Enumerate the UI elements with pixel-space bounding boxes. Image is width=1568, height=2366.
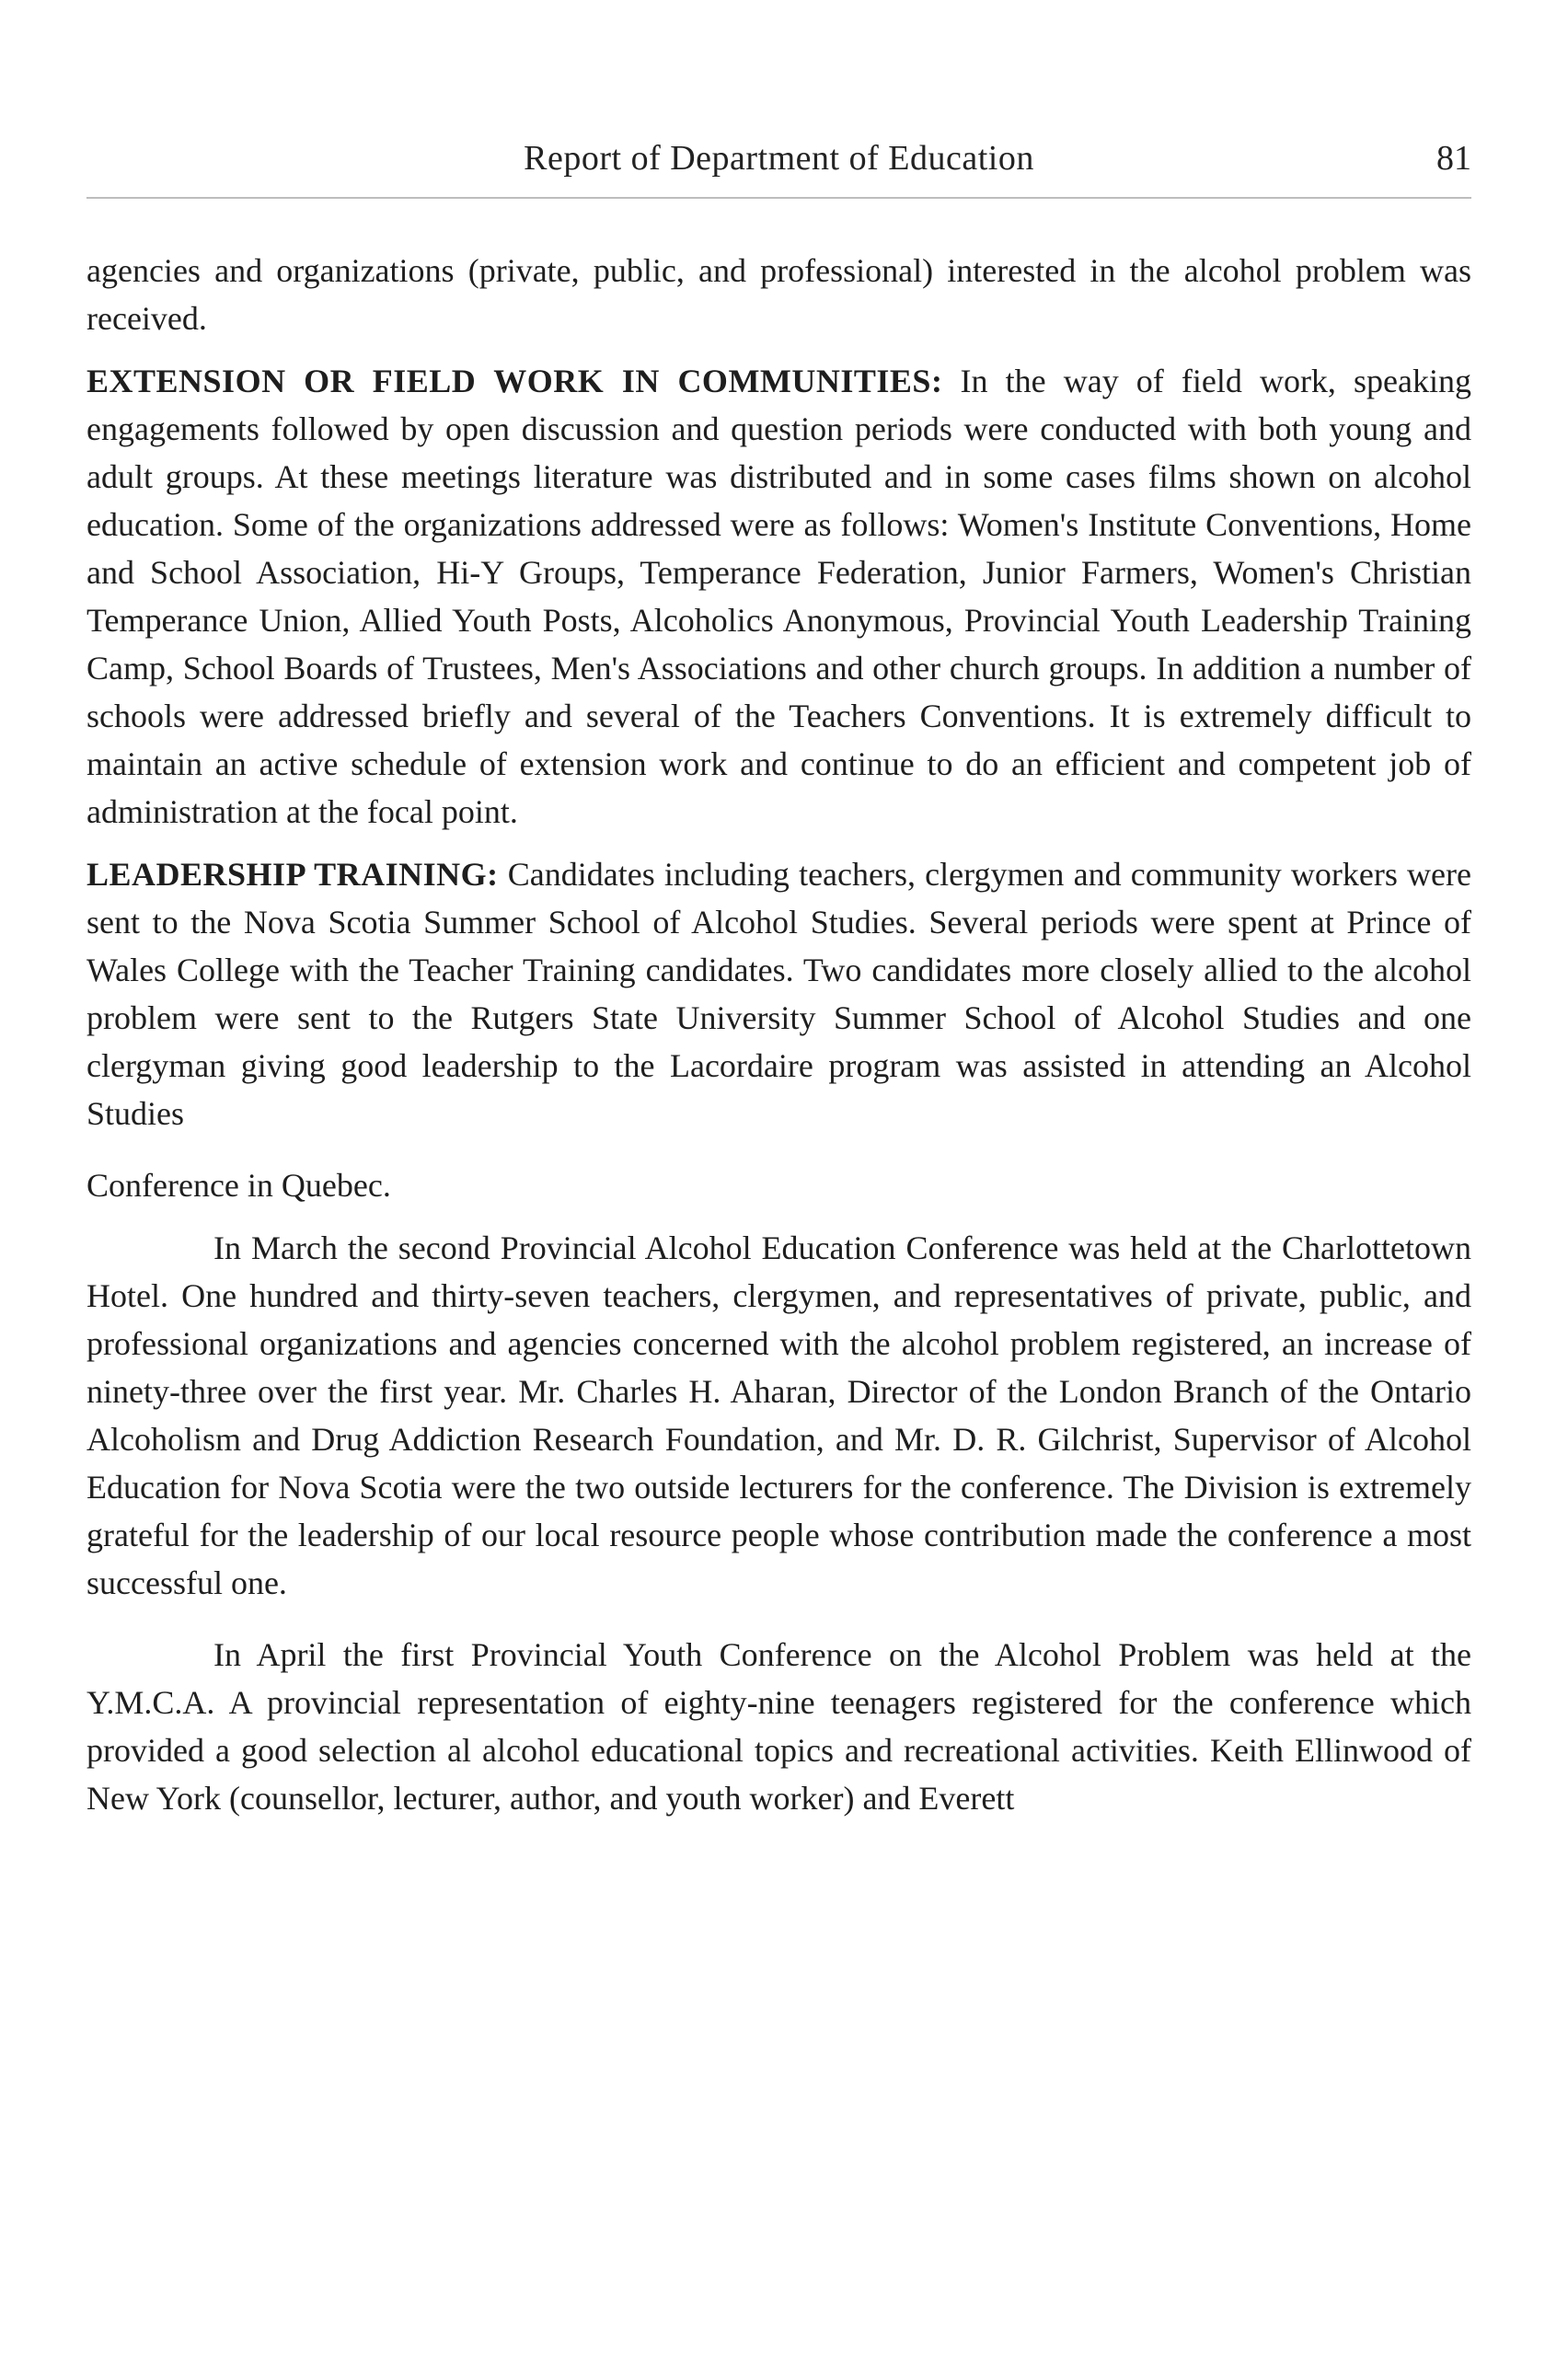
body-text (86, 247, 1471, 1837)
paragraph-text: agencies and organizations (private, public, and professional) interested in the alcohol problem was received. (86, 252, 1471, 337)
paragraph-text: Candidates including teachers, clergymen and community workers were sent to the Nova Scotia Summer School of Alcohol Studies. Several periods were spent at Prince of Wales College with the Teacher Training candidates. Two candidates more closely allied to the alcohol problem were sent to the Rutgers State University Summer School of Alcohol Studies and one clergyman giving good leadership to the Lacordaire program was assisted in attending an Alcohol Studies (86, 856, 1471, 1132)
paragraph-leadership-training (86, 850, 1471, 1137)
section-heading-leadership: LEADERSHIP TRAINING: (86, 856, 499, 893)
running-header (86, 138, 1471, 190)
paragraph-text: Conference in Quebec. (86, 1167, 391, 1204)
section-heading-extension: EXTENSION OR FIELD WORK IN COMMUNITIES: (86, 363, 943, 399)
paragraph-april-youth-conference (86, 1631, 1471, 1822)
paragraph-continued (86, 247, 1471, 342)
page-number: 81 (1436, 139, 1471, 178)
paragraph-conference-line (86, 1161, 1471, 1209)
paragraph-extension-work (86, 357, 1471, 836)
running-title: Report of Department of Education (524, 139, 1034, 178)
paragraph-march-conference (86, 1224, 1471, 1607)
paragraph-text: In the way of field work, speaking engagements followed by open discussion and question periods were conducted with both young and adult groups. At these meetings literature was distributed and in some cases films shown on alcohol education. Some of the organizations addressed were as follows: Women's Institute Conventions, Home and School Association, Hi-Y Groups, Temperance Federation, Junior Farmers, Women's Christian Temperance Union, Allied Youth Posts, Alcoholics Anonymous, Provincial Youth Leadership Training Camp, School Boards of Trustees, Men's Associations and other church groups. In addition a number of schools were addressed briefly and several of the Teachers Conventions. It is extremely difficult to maintain an active schedule of extension work and continue to do an efficient and competent job of administration at the focal point. (86, 363, 1472, 830)
header-rule (86, 197, 1471, 199)
paragraph-text: In March the second Provincial Alcohol Education Conference was held at the Charlottetown Hotel. One hundred and thirty-seven teachers, clergymen, and representatives of private, public, and professional organizations and agencies concerned with the alcohol problem registered, an increase of ninety-three over the first year. Mr. Charles H. Aharan, Director of the London Branch of the Ontario Alcoholism and Drug Addiction Research Foundation, and Mr. D. R. Gilchrist, Supervisor of Alcohol Education for Nova Scotia were the two outside lecturers for the conference. The Division is extremely grateful for the leadership of our local resource people whose contribution made the conference a most successful one. (86, 1229, 1471, 1601)
paragraph-text: In April the first Provincial Youth Conference on the Alcohol Problem was held at the Y.M.C.A. A provincial representation of eighty-nine teenagers registered for the conference which provided a good selection al alcohol educational topics and recreational activities. Keith Ellinwood of New York (counsellor, lecturer, author, and youth worker) and Everett (86, 1636, 1471, 1817)
